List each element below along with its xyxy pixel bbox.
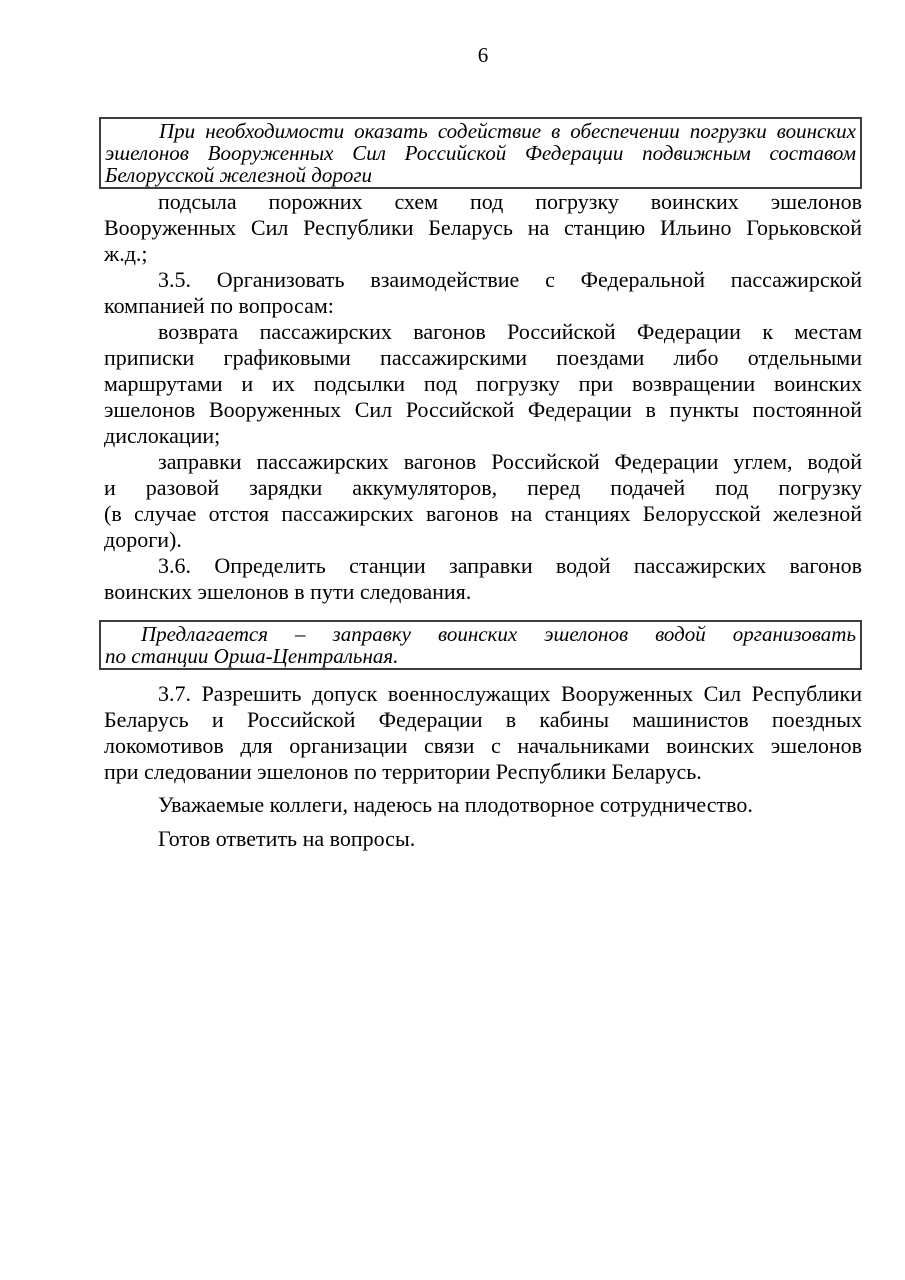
text-line: подсыла порожних схем под погрузку воинских эшелонов — [158, 189, 862, 214]
text-line: по станции Орша-Центральная. — [105, 644, 399, 668]
text-line: При необходимости оказать содействие в обеспечении погрузки воинских — [159, 119, 856, 143]
note-box — [99, 620, 862, 670]
text-line: ж.д.; — [104, 241, 148, 266]
text-line: маршрутами и их подсылки под погрузку при возвращении воинских — [104, 371, 862, 396]
paragraph — [104, 319, 862, 449]
text-line: компанией по вопросам: — [104, 293, 334, 318]
text-line: 3.7. Разрешить допуск военнослужащих Вооруженных Сил Республики — [158, 681, 862, 706]
paragraph — [104, 189, 862, 267]
text-line: заправки пассажирских вагонов Российской Федерации углем, водой — [158, 449, 862, 474]
text-line: Беларусь и Российской Федерации в кабины машинистов поездных — [104, 707, 862, 732]
paragraph — [104, 681, 862, 785]
text-line: 3.6. Определить станции заправки водой пассажирских вагонов — [158, 553, 862, 578]
paragraph — [104, 449, 862, 553]
paragraph — [104, 553, 862, 605]
text-line: приписки графиковыми пассажирскими поездами либо отдельными — [104, 345, 862, 370]
text-line: и разовой зарядки аккумуляторов, перед подачей под погрузку — [104, 475, 862, 500]
text-line: Уважаемые коллеги, надеюсь на плодотворное сотрудничество. — [158, 792, 753, 817]
note-box — [99, 117, 862, 189]
paragraph — [104, 826, 862, 852]
text-line: Готов ответить на вопросы. — [158, 826, 416, 851]
text-line: эшелонов Вооруженных Сил Российской Федерации в пункты постоянной — [104, 397, 862, 422]
text-line: дороги). — [104, 527, 182, 552]
text-line: локомотивов для организации связи с начальниками воинских эшелонов — [104, 733, 862, 758]
text-line: при следовании эшелонов по территории Республики Беларусь. — [104, 759, 702, 784]
text-line: воинских эшелонов в пути следования. — [104, 579, 472, 604]
text-line: 3.5. Организовать взаимодействие с Федеральной пассажирской — [158, 267, 862, 292]
text-line: возврата пассажирских вагонов Российской Федерации к местам — [158, 319, 862, 344]
document-body — [104, 117, 862, 852]
text-line: эшелонов Вооруженных Сил Российской Федерации подвижным составом — [105, 141, 856, 165]
text-line: дислокации; — [104, 423, 221, 448]
text-line: Вооруженных Сил Республики Беларусь на станцию Ильино Горьковской — [104, 215, 862, 240]
paragraph — [104, 792, 862, 818]
text-line: (в случае отстоя пассажирских вагонов на станциях Белорусской железной — [104, 501, 862, 526]
text-line: Белорусской железной дороги — [105, 163, 373, 187]
text-line: Предлагается – заправку воинских эшелонов водой организовать — [141, 622, 856, 646]
paragraph — [104, 267, 862, 319]
page-number: 6 — [477, 43, 489, 67]
